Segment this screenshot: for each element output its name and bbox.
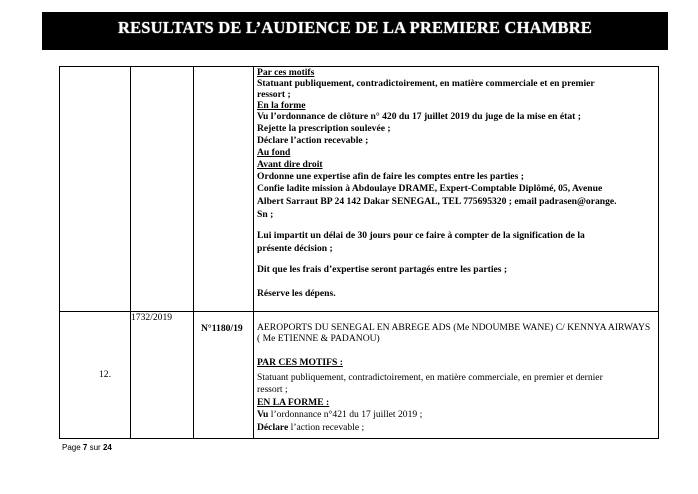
row1-fond-heading: Au fond: [257, 147, 291, 158]
row1-expertise-line: Ordonne une expertise afin de faire les comptes entre les parties ;: [257, 171, 524, 182]
row1-ressort-line: ressort ;: [257, 89, 291, 100]
footer-page-number: 7: [82, 443, 88, 452]
row2-forme-heading: EN LA FORME :: [257, 397, 330, 408]
row2-statuant-line: Statuant publiquement, contradictoirement, en matière commerciale, en premier et dernier: [257, 372, 603, 383]
row1-motifs-heading: Par ces motifs: [257, 67, 315, 78]
row2-declare-bold: Déclare: [257, 422, 289, 433]
row2-ressort-line: ressort ;: [257, 384, 288, 395]
row1-frais-line: Dit que les frais d’expertise seront partagés entre les parties ;: [257, 264, 508, 275]
row2-judgment-number: N°1180/19: [201, 323, 243, 334]
table-border-left: [59, 66, 60, 439]
row1-delai-line: Lui impartit un délai de 30 jours pour ce faire à compter de la signification de la: [257, 230, 585, 241]
table-border-bottom: [59, 438, 659, 439]
page-title: RESULTATS DE L’AUDIENCE DE LA PREMIERE CHAMBRE: [117, 18, 593, 37]
row1-mission-line: Confie ladite mission à Abdoulaye DRAME, Expert-Comptable Diplômé, 05, Avenue: [257, 183, 603, 194]
column-divider-1: [130, 66, 131, 439]
row2-number: 12.: [99, 369, 111, 380]
row1-avant-dire-droit-heading: Avant dire droit: [257, 159, 323, 170]
row1-address-line: Albert Sarraut BP 24 142 Dakar SENEGAL, TEL 775695320 ; email padrasen@orange.: [257, 196, 617, 207]
row1-statuant-line: Statuant publiquement, contradictoirement, en matière commerciale et en premier: [257, 78, 595, 89]
row1-forme-heading: En la forme: [257, 100, 306, 111]
row2-vu-bold: Vu: [257, 409, 269, 420]
row2-declare-line: [257, 422, 364, 434]
table-border-right: [658, 66, 659, 439]
table-border-top: [59, 66, 659, 67]
row1-email-end-line: Sn ;: [257, 209, 274, 220]
row1-depens-line: Réserve les dépens.: [257, 288, 336, 299]
column-divider-2: [193, 66, 194, 439]
row2-motifs-heading: PAR CES MOTIFS :: [257, 357, 343, 368]
row2-parties-line1: AEROPORTS DU SENEGAL EN ABREGE ADS (Me NDOUMBE WANE) C/ KENNYA AIRWAYS: [257, 322, 651, 333]
row2-parties-line2: ( Me ETIENNE & PADANOU): [257, 333, 380, 344]
row1-presente-line: présente décision ;: [257, 243, 333, 254]
footer-total-pages: 24: [102, 443, 112, 452]
row2-role-number: 1732/2019: [131, 312, 173, 323]
footer-page-label: Page: [62, 443, 81, 452]
row2-declare-rest: l’action recevable ;: [288, 422, 365, 433]
column-divider-3: [253, 66, 254, 439]
row1-ordonnance-line: Vu l’ordonnance de clôture n° 420 du 17 juillet 2019 du juge de la mise en état ;: [257, 111, 581, 122]
row2-vu-line: [257, 409, 422, 421]
results-table: [59, 66, 659, 439]
page-footer: [62, 443, 112, 452]
footer-of-label: sur: [89, 443, 101, 452]
row2-vu-rest: l’ordonnance n°421 du 17 juillet 2019 ;: [268, 409, 423, 420]
page-header-bar: [42, 12, 668, 50]
row1-declare-line: Déclare l’action recevable ;: [257, 135, 369, 146]
row1-rejette-line: Rejette la prescription soulevée ;: [257, 123, 391, 134]
